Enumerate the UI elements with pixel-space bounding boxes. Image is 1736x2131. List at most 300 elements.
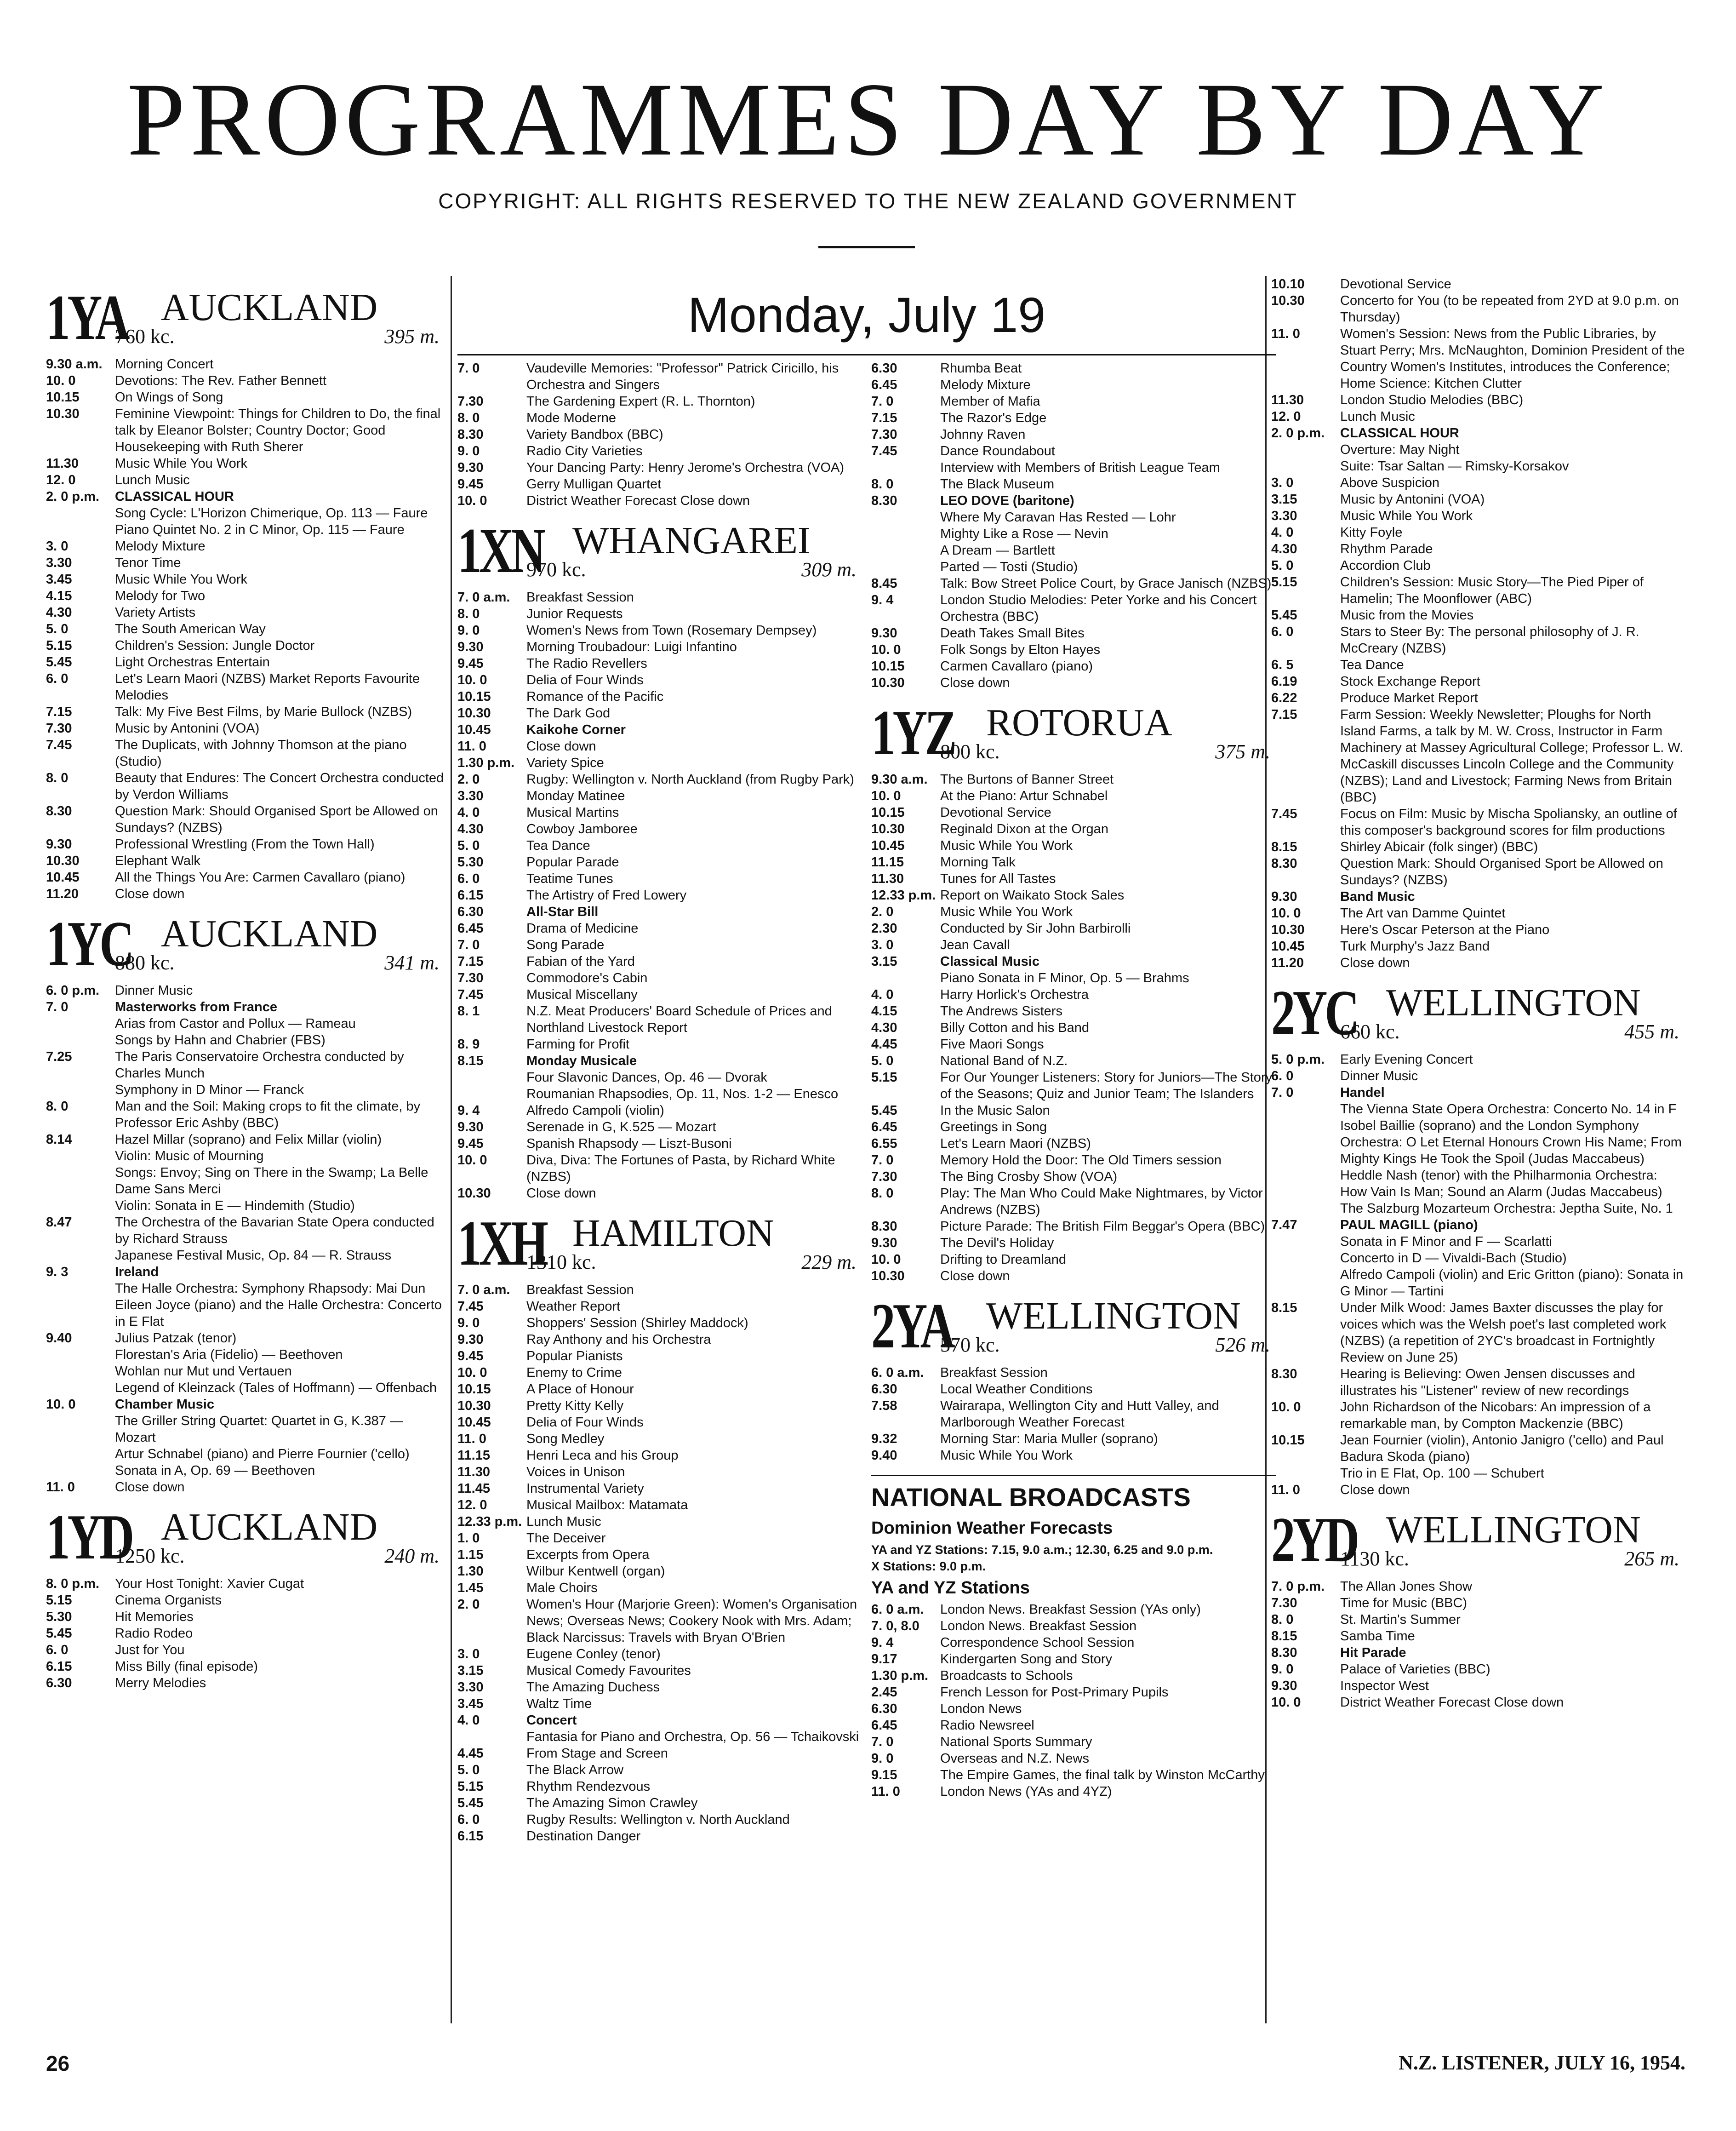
programme-title: A Dream — Bartlett [940, 543, 1055, 558]
programme-row [871, 1734, 1276, 1750]
programme-time: 10.30 [871, 676, 905, 690]
programme-row [46, 406, 445, 455]
programme-title: Lunch Music [115, 473, 190, 487]
programme-row [457, 393, 862, 410]
programme-row [1271, 458, 1685, 475]
programme-title: Diva, Diva: The Fortunes of Pasta, by Richard White (NZBS) [526, 1153, 835, 1184]
programme-title: The Empire Games, the final talk by Winston McCarthy [940, 1768, 1265, 1782]
programme-time: 9.15 [871, 1768, 897, 1782]
programme-row [1271, 1167, 1685, 1200]
programme-row [871, 542, 1276, 559]
programme-time [46, 1413, 115, 1446]
weather-x: X Stations: 9.0 p.m. [871, 1559, 986, 1573]
programme-title: Eugene Conley (tenor) [526, 1647, 661, 1661]
programme-time: 7. 0 [457, 938, 480, 952]
programme-row [457, 1596, 862, 1646]
programme-title: CLASSICAL HOUR [115, 489, 234, 504]
programme-row [457, 1580, 862, 1596]
programme-title: Mighty Like a Rose — Nevin [940, 527, 1108, 541]
programme-row [46, 1592, 445, 1609]
programme-title: Alfredo Campoli (violin) [526, 1103, 664, 1118]
programme-row [1271, 1678, 1685, 1694]
programme-time: 5.45 [457, 1796, 484, 1810]
programme-time: 5.30 [457, 855, 484, 870]
programme-time: 11. 0 [871, 1784, 900, 1799]
programme-time: 5.45 [1271, 608, 1297, 623]
programme-time [1271, 441, 1340, 458]
programme-time: 10. 0 [871, 789, 901, 803]
programme-title: Morning Talk [940, 855, 1016, 870]
programme-title: In the Music Salon [940, 1103, 1050, 1118]
column-3 [1271, 276, 1685, 2023]
programme-row [1271, 276, 1685, 292]
programme-row [457, 1464, 862, 1480]
programme-row [457, 655, 862, 672]
programme-time: 5.15 [871, 1070, 897, 1085]
programme-row [871, 1169, 1276, 1185]
programme-time: 10.15 [46, 390, 80, 405]
programme-title: Concert [526, 1713, 577, 1728]
programme-time: 9. 0 [871, 1751, 894, 1766]
programme-time: 12. 0 [457, 1498, 487, 1512]
programme-title: Enemy to Crime [526, 1365, 622, 1380]
programme-row [46, 555, 445, 571]
programme-title: The Devil's Holiday [940, 1236, 1054, 1250]
station-city: HAMILTON [572, 1212, 774, 1255]
programme-time: 7. 0 a.m. [457, 1283, 510, 1297]
programme-title: Piano Sonata in F Minor, Op. 5 — Brahms [940, 971, 1189, 985]
programme-row [1271, 1399, 1685, 1432]
programme-row [1271, 624, 1685, 657]
programme-time: 7.15 [871, 411, 897, 425]
programme-title: Musical Comedy Favourites [526, 1663, 691, 1678]
programme-title: Teatime Tunes [526, 871, 613, 886]
programme-title: Johnny Raven [940, 427, 1026, 442]
programme-time: 8.30 [457, 427, 484, 442]
programme-row [1271, 292, 1685, 326]
station-call-sign: 1XH [457, 1208, 546, 1279]
programme-time: 8.15 [1271, 840, 1297, 854]
programme-row [871, 804, 1276, 821]
programme-time: 6.19 [1271, 674, 1297, 689]
programme-title: Beauty that Endures: The Concert Orchestra conducted by Verdon Williams [115, 771, 444, 802]
programme-title: Stars to Steer By: The personal philosophy of J. R. McCreary (NZBS) [1340, 624, 1639, 656]
station-header [871, 699, 1276, 768]
programme-title: National Band of N.Z. [940, 1054, 1068, 1068]
programme-time: 9. 3 [46, 1265, 69, 1279]
programme-time: 8. 9 [457, 1037, 480, 1052]
programme-title: Inspector West [1340, 1678, 1429, 1693]
programme-title: Radio City Varieties [526, 444, 643, 458]
station-frequency: 1130 kc. [1340, 1547, 1409, 1570]
programme-title: Song Medley [526, 1432, 605, 1446]
programme-time: 9.30 [46, 837, 72, 852]
programme-row [46, 1380, 445, 1396]
programme-row [457, 1696, 862, 1712]
programme-title: Music by Antonini (VOA) [115, 721, 260, 736]
programme-row [46, 1396, 445, 1413]
programme-title: PAUL MAGILL (piano) [1340, 1218, 1478, 1232]
programme-time: 1.30 [457, 1564, 484, 1579]
programme-title: All the Things You Are: Carmen Cavallaro (piano) [115, 870, 405, 885]
programme-title: For Our Younger Listeners: Story for Juniors—The Story of the Seasons; Quiz and Junior Team; The Islanders [940, 1070, 1273, 1101]
programme-time: 5. 0 [457, 1763, 480, 1777]
programme-title: Stock Exchange Report [1340, 674, 1480, 689]
programme-title: Song Cycle: L'Horizon Chimerique, Op. 113 — Faure [115, 506, 428, 521]
programme-row [46, 1346, 445, 1363]
programme-row [457, 1563, 862, 1580]
programme-time: 6.30 [871, 361, 897, 376]
programme-time: 6. 0 [1271, 624, 1294, 639]
programme-time: 6.15 [457, 1829, 484, 1844]
programme-title: At the Piano: Artur Schnabel [940, 789, 1108, 803]
programme-time: 10.45 [1271, 939, 1305, 954]
programme-time: 8.15 [457, 1054, 484, 1068]
column-2b-list [871, 360, 1276, 1464]
programme-time [1271, 1465, 1340, 1482]
programme-time: 3.15 [1271, 492, 1297, 507]
programme-title: Hazel Millar (soprano) and Felix Millar (violin) [115, 1132, 382, 1147]
programme-title: Serenade in G, K.525 — Mozart [526, 1120, 716, 1134]
programme-title: Radio Rodeo [115, 1626, 193, 1641]
programme-row [1271, 888, 1685, 905]
programme-title: Four Slavonic Dances, Op. 46 — Dvorak [526, 1070, 767, 1085]
programme-row [457, 1036, 862, 1053]
programme-row [871, 1364, 1276, 1381]
programme-row [457, 1315, 862, 1331]
programme-row [46, 1164, 445, 1197]
programme-title: Billy Cotton and his Band [940, 1020, 1090, 1035]
programme-title: Mode Moderne [526, 411, 617, 425]
programme-row [1271, 1482, 1685, 1498]
programme-title: Wilbur Kentwell (organ) [526, 1564, 665, 1579]
programme-row [457, 1185, 862, 1202]
station-header [46, 283, 445, 352]
programme-time [46, 1082, 115, 1098]
programme-row [46, 1148, 445, 1164]
programme-row [871, 837, 1276, 854]
national-list [871, 1601, 1276, 1800]
programme-row [871, 788, 1276, 804]
programme-time: 6.30 [871, 1382, 897, 1397]
programme-time: 8.30 [871, 493, 897, 508]
programme-title: Samba Time [1340, 1629, 1415, 1644]
programme-row [871, 559, 1276, 575]
programme-row [46, 1658, 445, 1675]
weather-heading: Dominion Weather Forecasts [871, 1518, 1113, 1538]
programme-time: 6.30 [46, 1676, 72, 1690]
programme-title: Women's Hour (Marjorie Green): Women's Organisation News; Overseas News; Cookery Nook with Mrs. Adam; Black Narcissus: Travels with Bryan O'Brien [526, 1597, 857, 1645]
programme-title: Breakfast Session [526, 590, 634, 605]
programme-time: 6.30 [457, 905, 484, 919]
programme-row [46, 1197, 445, 1214]
programme-time [1271, 1250, 1340, 1266]
programme-title: Handel [1340, 1085, 1385, 1100]
programme-row [1271, 392, 1685, 408]
programme-time [46, 1164, 115, 1197]
station-wavelength: 229 m. [801, 1251, 857, 1273]
programme-row [46, 1032, 445, 1048]
programme-row [46, 1625, 445, 1642]
programme-row [46, 588, 445, 604]
programme-time: 2. 0 p.m. [1271, 426, 1325, 441]
programme-time: 9.30 [871, 1236, 897, 1250]
station-city: AUCKLAND [161, 912, 378, 955]
programme-title: Piano Quintet No. 2 in C Minor, Op. 115 — Faure [115, 522, 405, 537]
programme-row [871, 986, 1276, 1003]
programme-title: Talk: My Five Best Films, by Marie Bullock (NZBS) [115, 705, 412, 719]
programme-row [1271, 855, 1685, 888]
programme-title: Reginald Dixon at the Organ [940, 822, 1108, 836]
programme-time: 9.45 [457, 656, 484, 671]
station-header [46, 1503, 445, 1572]
programme-title: The Salzburg Mozarteum Orchestra: Jeptha Suite, No. 1 [1340, 1201, 1673, 1216]
programme-time [46, 1247, 115, 1264]
programme-row [457, 937, 862, 953]
programme-row [46, 737, 445, 770]
programme-title: Symphony in D Minor — Franck [115, 1083, 304, 1097]
programme-time: 9. 4 [871, 1635, 894, 1650]
station-city: WELLINGTON [1386, 981, 1641, 1024]
programme-time: 10.30 [457, 1398, 491, 1413]
programme-title: Farming for Profit [526, 1037, 629, 1052]
programme-row [46, 1247, 445, 1264]
programme-title: Jean Cavall [940, 938, 1010, 952]
programme-time: 10.30 [46, 854, 80, 868]
programme-time: 1.30 p.m. [457, 756, 515, 770]
programme-time: 9.45 [457, 1136, 484, 1151]
programme-row [457, 1348, 862, 1364]
programme-time [46, 1280, 115, 1297]
programme-time: 10.15 [1271, 1433, 1305, 1448]
programme-time: 8. 0 [457, 411, 480, 425]
programme-title: Close down [1340, 956, 1410, 970]
programme-title: Music While You Work [115, 572, 247, 587]
programme-row [871, 1767, 1276, 1783]
programme-time: 8.30 [871, 1219, 897, 1234]
programme-row [1271, 806, 1685, 839]
programme-time: 11. 0 [457, 1432, 486, 1446]
programme-time: 7.25 [46, 1049, 72, 1064]
programme-row [46, 1413, 445, 1446]
programme-time: 9.30 [457, 640, 484, 654]
programme-time: 8.45 [871, 576, 897, 591]
programme-title: Alfredo Campoli (violin) and Eric Gritton (piano): Sonata in G Minor — Tartini [1340, 1267, 1684, 1299]
programme-row [1271, 1661, 1685, 1678]
programme-time: 9. 0 [1271, 1662, 1294, 1677]
programme-row [46, 1131, 445, 1148]
programme-time: 3.30 [457, 789, 484, 803]
programme-row [46, 538, 445, 555]
programme-title: Variety Bandbox (BBC) [526, 427, 663, 442]
programme-time: 10.15 [457, 689, 491, 704]
programme-row [1271, 1051, 1685, 1068]
programme-title: Kindergarten Song and Story [940, 1652, 1113, 1667]
programme-row [871, 1185, 1276, 1218]
programme-time: 10.45 [457, 1415, 491, 1430]
programme-time: 5. 0 [871, 1054, 894, 1068]
programme-time: 9. 4 [871, 593, 894, 607]
programme-title: Junior Requests [526, 607, 623, 621]
programme-time: 8.30 [1271, 1645, 1297, 1660]
programme-time [1271, 1101, 1340, 1117]
programme-title: Close down [940, 1269, 1010, 1283]
programme-row [46, 1479, 445, 1495]
programme-row [46, 1015, 445, 1032]
programme-title: Turk Murphy's Jazz Band [1340, 939, 1490, 954]
programme-title: Where My Caravan Has Rested — Lohr [940, 510, 1176, 525]
programme-time: 9.30 [457, 1120, 484, 1134]
programme-row [1271, 408, 1685, 425]
programme-title: District Weather Forecast Close down [1340, 1695, 1564, 1710]
programme-time: 7.15 [457, 954, 484, 969]
programme-row [1271, 1578, 1685, 1595]
column-2a [457, 360, 862, 1845]
programme-row [457, 1102, 862, 1119]
station-frequency: 970 kc. [526, 558, 586, 581]
programme-time: 7. 0 [871, 1735, 894, 1749]
programme-time: 7.45 [457, 987, 484, 1002]
programme-time: 7.30 [871, 427, 897, 442]
programme-row [1271, 524, 1685, 541]
programme-title: Suite: Tsar Saltan — Rimsky-Korsakov [1340, 459, 1569, 474]
programme-title: Drama of Medicine [526, 921, 639, 936]
programme-time [871, 526, 940, 542]
programme-row [457, 1414, 862, 1431]
weather-ya-yz: YA and YZ Stations: 7.15, 9.0 a.m.; 12.30, 6.25 and 9.0 p.m. [871, 1543, 1213, 1557]
programme-row [457, 589, 862, 606]
programme-title: Dinner Music [1340, 1069, 1418, 1083]
programme-row [46, 372, 445, 389]
programme-title: The Orchestra of the Bavarian State Opera conducted by Richard Strauss [115, 1215, 434, 1246]
station-call-sign: 1XN [457, 515, 543, 586]
programme-row [46, 389, 445, 406]
programme-title: The Gardening Expert (R. L. Thornton) [526, 394, 755, 409]
programme-title: Close down [526, 739, 596, 754]
programme-title: Melody for Two [115, 589, 206, 603]
programme-row [871, 592, 1276, 625]
programme-title: Light Orchestras Entertain [115, 655, 270, 670]
programme-title: Overseas and N.Z. News [940, 1751, 1089, 1766]
programme-time: 8. 0 [871, 1186, 894, 1201]
programme-time: 10. 0 [46, 373, 76, 388]
programme-row [871, 1651, 1276, 1667]
programme-title: The Griller String Quartet: Quartet in G, K.387 — Mozart [115, 1414, 403, 1445]
programme-title: Band Music [1340, 889, 1415, 904]
station-header [457, 1209, 862, 1278]
programme-row [1271, 1200, 1685, 1217]
programme-row [871, 360, 1276, 377]
programme-time: 7.30 [46, 721, 72, 736]
programme-row [1271, 690, 1685, 706]
programme-time: 3. 0 [871, 938, 894, 952]
programme-row [1271, 706, 1685, 806]
programme-row [871, 1381, 1276, 1398]
programme-title: The South American Way [115, 622, 266, 636]
programme-time [457, 1086, 526, 1102]
programme-row [457, 410, 862, 426]
programme-time: 3.15 [457, 1663, 484, 1678]
programme-time: 11.30 [1271, 393, 1304, 407]
programme-time: 4.15 [46, 589, 72, 603]
station-city: WHANGAREI [572, 519, 811, 562]
programme-row [457, 1086, 862, 1102]
programme-title: The Radio Revellers [526, 656, 647, 671]
programme-time [871, 559, 940, 575]
programme-row [871, 1036, 1276, 1053]
programme-time: 6.15 [46, 1659, 72, 1674]
programme-title: Commodore's Cabin [526, 971, 648, 985]
programme-title: Rhythm Rendezvous [526, 1779, 651, 1794]
programme-title: Dinner Music [115, 983, 193, 998]
programme-title: Interview with Members of British League Team [940, 460, 1220, 475]
programme-time: 9.30 [871, 626, 897, 641]
programme-title: John Richardson of the Nicobars: An impression of a remarkable man, by Compton Mackenzie (BBC) [1340, 1400, 1651, 1431]
programme-title: Weather Report [526, 1299, 621, 1314]
programme-title: St. Martin's Summer [1340, 1612, 1461, 1627]
programme-time: 6. 0 [46, 671, 69, 686]
programme-time: 10.15 [457, 1382, 491, 1397]
programme-time: 5.15 [46, 1593, 72, 1608]
programme-row [1271, 1300, 1685, 1366]
programme-row [1271, 1432, 1685, 1465]
programme-time [46, 1148, 115, 1164]
programme-row [871, 658, 1276, 675]
programme-time: 10. 0 [871, 1252, 901, 1267]
programme-row [1271, 1266, 1685, 1300]
station-call-sign: 2YC [1271, 977, 1357, 1048]
programme-row [1271, 1101, 1685, 1117]
programme-row [457, 837, 862, 854]
programme-title: Popular Parade [526, 855, 619, 870]
programme-time: 2. 0 [457, 1597, 480, 1612]
programme-row [871, 625, 1276, 642]
programme-row [1271, 955, 1685, 971]
programme-time: 2.45 [871, 1685, 897, 1700]
programme-time: 10.10 [1271, 277, 1305, 292]
programme-time: 10. 0 [1271, 906, 1301, 921]
programme-time [46, 1462, 115, 1479]
programme-time: 12. 0 [46, 473, 76, 487]
programme-row [46, 356, 445, 372]
programme-title: Rugby Results: Wellington v. North Auckland [526, 1812, 790, 1827]
programme-time: 6. 0 [1271, 1069, 1294, 1083]
programme-title: The Artistry of Fred Lowery [526, 888, 687, 903]
programme-title: Shirley Abicair (folk singer) (BBC) [1340, 840, 1538, 854]
programme-time: 5.45 [46, 655, 72, 670]
programme-title: Jean Fournier (violin), Antonio Janigro ('cello) and Paul Badura Skoda (piano) [1340, 1433, 1664, 1464]
programme-row [871, 476, 1276, 493]
programme-time [1271, 1233, 1340, 1250]
programme-row [46, 670, 445, 704]
programme-row [871, 1053, 1276, 1069]
programme-time [457, 1069, 526, 1086]
programme-title: Variety Spice [526, 756, 604, 770]
day-heading: Monday, July 19 [457, 276, 1276, 355]
programme-time: 12.33 p.m. [871, 888, 936, 903]
programme-row [871, 1102, 1276, 1119]
programme-row [871, 459, 1276, 476]
programme-time: 3.30 [457, 1680, 484, 1695]
column-2 [457, 276, 1276, 2023]
programme-title: Close down [115, 1480, 185, 1495]
programme-time: 4. 0 [871, 987, 894, 1002]
programme-title: Question Mark: Should Organised Sport be Allowed on Sundays? (NZBS) [1340, 856, 1663, 888]
programme-time: 3.45 [457, 1696, 484, 1711]
programme-title: Here's Oscar Peterson at the Piano [1340, 922, 1550, 937]
programme-row [871, 1701, 1276, 1717]
programme-row [871, 1684, 1276, 1701]
